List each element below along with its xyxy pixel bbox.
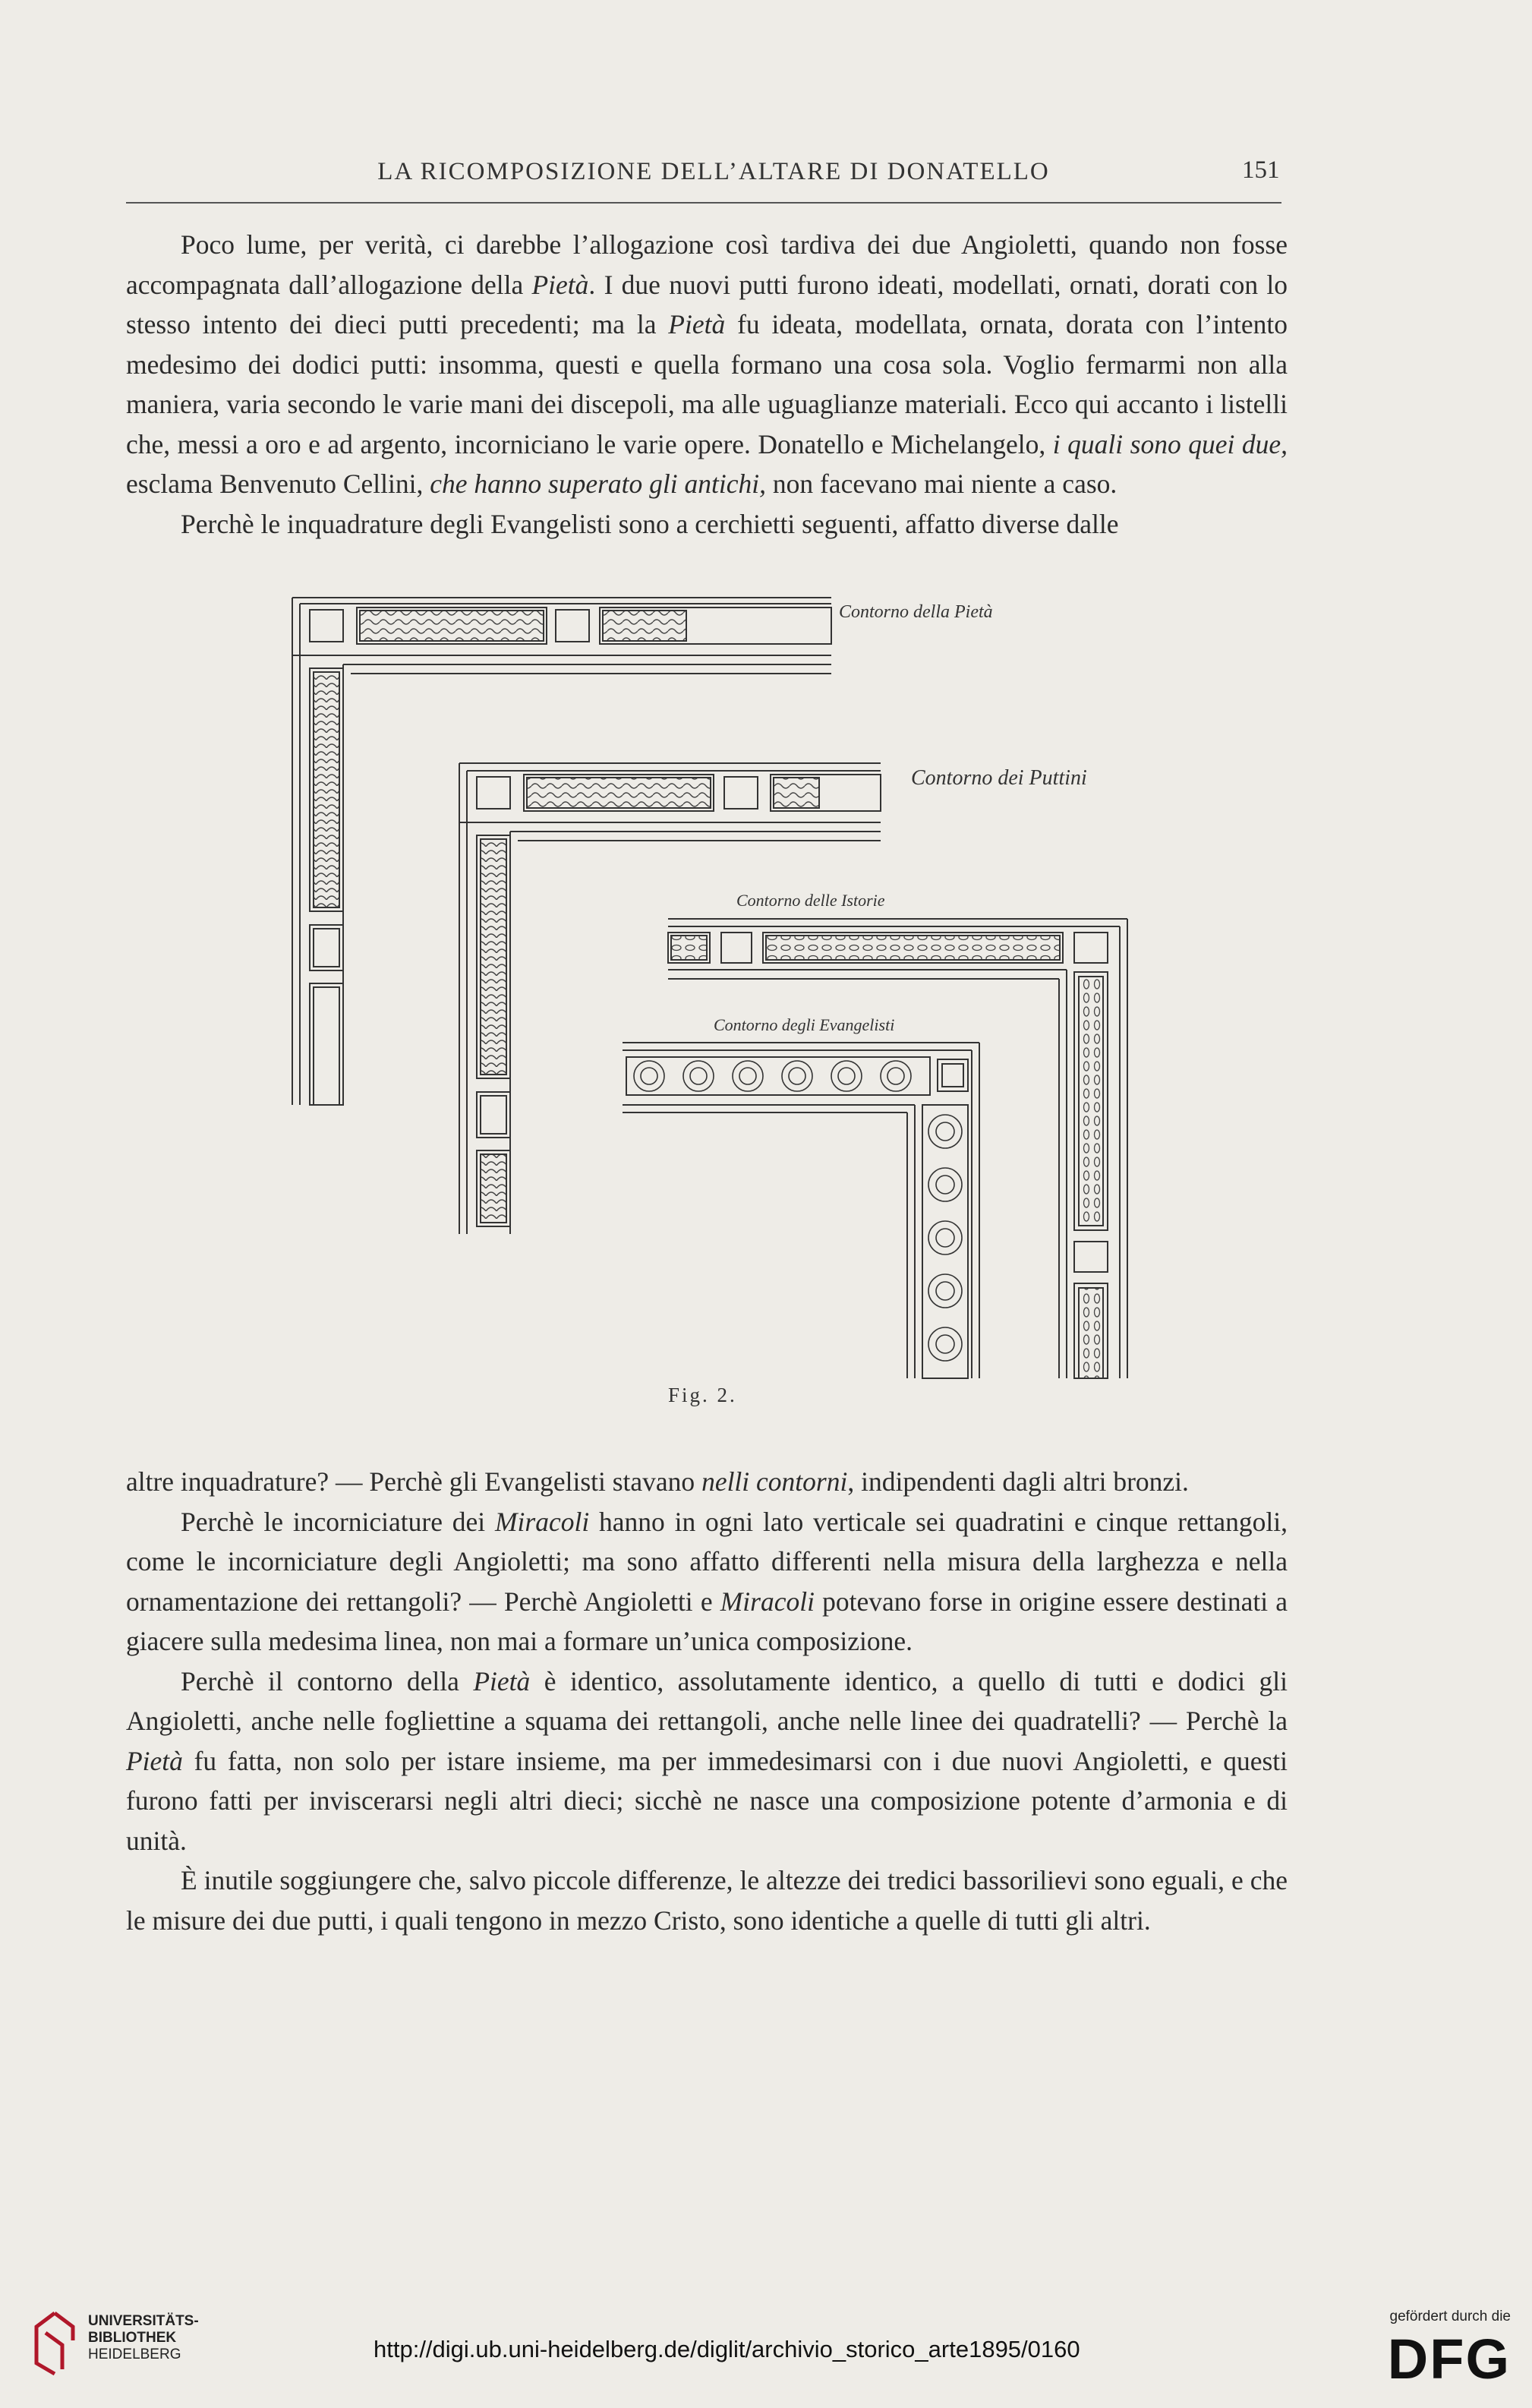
library-logo-icon xyxy=(32,2310,79,2377)
figure-caption: Fig. 2. xyxy=(668,1384,737,1406)
paragraph-1-text: Poco lume, per verità, ci darebbe l’allogazione così tardiva dei due Angioletti, quando non fosse accompagnata dall’allogazione della Pietà. I due nuovi putti furono ideati, modellati, ornati, dorati con lo stesso intento dei dieci putti precedenti; ma la Pietà fu ideata, modellata, ornata, dorata con l’intento medesimo dei dodici putti: insomma, questi e quella formano una cosa sola. Voglio fermarmi non alla maniera, varia secondo le varie mani dei discepoli, ma alle uguaglianze materiali. Ecco qui accanto i listelli che, messi a oro e ad argento, incorniciano le varie opere. Donatello e Michelangelo, i quali sono quei due, esclama Benvenuto Cellini, che hanno superato gli antichi, non facevano mai niente a caso. xyxy=(126,229,1288,499)
library-logo-text xyxy=(88,2313,199,2363)
paragraph-3 xyxy=(126,1462,1288,1502)
paragraph-6 xyxy=(126,1860,1288,1940)
paragraph-4 xyxy=(126,1502,1288,1662)
paragraph-4-text: Perchè le incorniciature dei Miracoli hanno in ogni lato verticale sei quadratini e cinque rettangoli, come le incorniciature degli Angioletti; ma sono affatto differenti nella misura della larghezza e nella ornamentazione dei rettangoli? — Perchè Angioletti e Miracoli potevano forse in origine essere destinati a giacere sulla medesima linea, non mai a formare un’unica composizione. xyxy=(126,1506,1288,1656)
logo-line-2: BIBLIOTHEK xyxy=(88,2330,177,2346)
source-url-link[interactable]: http://digi.ub.uni-heidelberg.de/diglit/archivio_storico_arte1895/0160 xyxy=(374,2336,1080,2362)
paragraph-6-text: È inutile soggiungere che, salvo piccole differenze, le altezze dei tredici bassorilievi sono eguali, e che le misure dei due putti, i quali tengono in mezzo Cristo, sono identiche a quelle di tutti gli altri. xyxy=(126,1865,1288,1936)
figure-frames xyxy=(273,581,1146,1409)
frame-puttini xyxy=(459,763,881,1234)
dfg-funding[interactable] xyxy=(1351,2309,1511,2392)
frame-evangelisti xyxy=(623,1043,979,1378)
label-puttini: Contorno dei Puttini xyxy=(911,766,1087,790)
paragraph-2 xyxy=(126,504,1288,544)
label-evangelisti: Contorno degli Evangelisti xyxy=(714,1015,895,1034)
frame-istorie xyxy=(668,919,1127,1378)
label-istorie: Contorno delle Istorie xyxy=(736,891,885,910)
paragraph-5-text: Perchè il contorno della Pietà è identico, assolutamente identico, a quello di tutti e dodici gli Angioletti, anche nelle fogliettine a squama dei rettangoli, anche nelle linee dei quadratelli? — Perchè la Pietà fu fatta, non solo per istare insieme, ma per immedesimarsi con i due nuovi Angioletti, e questi furono fatti per inviscerarsi negli altri dieci; sicchè ne nasce una composizione potente d’armonia e di unità. xyxy=(126,1665,1288,1856)
paragraph-3-text: altre inquadrature? — Perchè gli Evangelisti stavano nelli contorni, indipendenti dagli altri bronzi. xyxy=(126,1466,1189,1497)
page-number: 151 xyxy=(1242,156,1280,184)
paragraph-2-text: Perchè le inquadrature degli Evangelisti sono a cerchietti seguenti, affatto diverse dalle xyxy=(181,508,1119,539)
frame-corners-illustration xyxy=(273,581,1146,1409)
paragraph-5 xyxy=(126,1662,1288,1861)
logo-line-1: UNIVERSITÄTS- xyxy=(88,2313,199,2329)
header-rule xyxy=(126,202,1281,204)
funding-note: gefördert durch die xyxy=(1389,2309,1511,2324)
library-logo[interactable] xyxy=(32,2310,214,2378)
running-header: LA RICOMPOSIZIONE DELL’ALTARE DI DONATELLO xyxy=(377,158,1050,185)
text-block-bottom xyxy=(126,1462,1288,1940)
text-block-top xyxy=(126,225,1288,544)
dfg-logo: DFG xyxy=(1387,2328,1511,2391)
paragraph-1 xyxy=(126,225,1288,504)
label-pieta: Contorno della Pietà xyxy=(839,602,993,622)
logo-line-3: HEIDELBERG xyxy=(88,2346,181,2362)
